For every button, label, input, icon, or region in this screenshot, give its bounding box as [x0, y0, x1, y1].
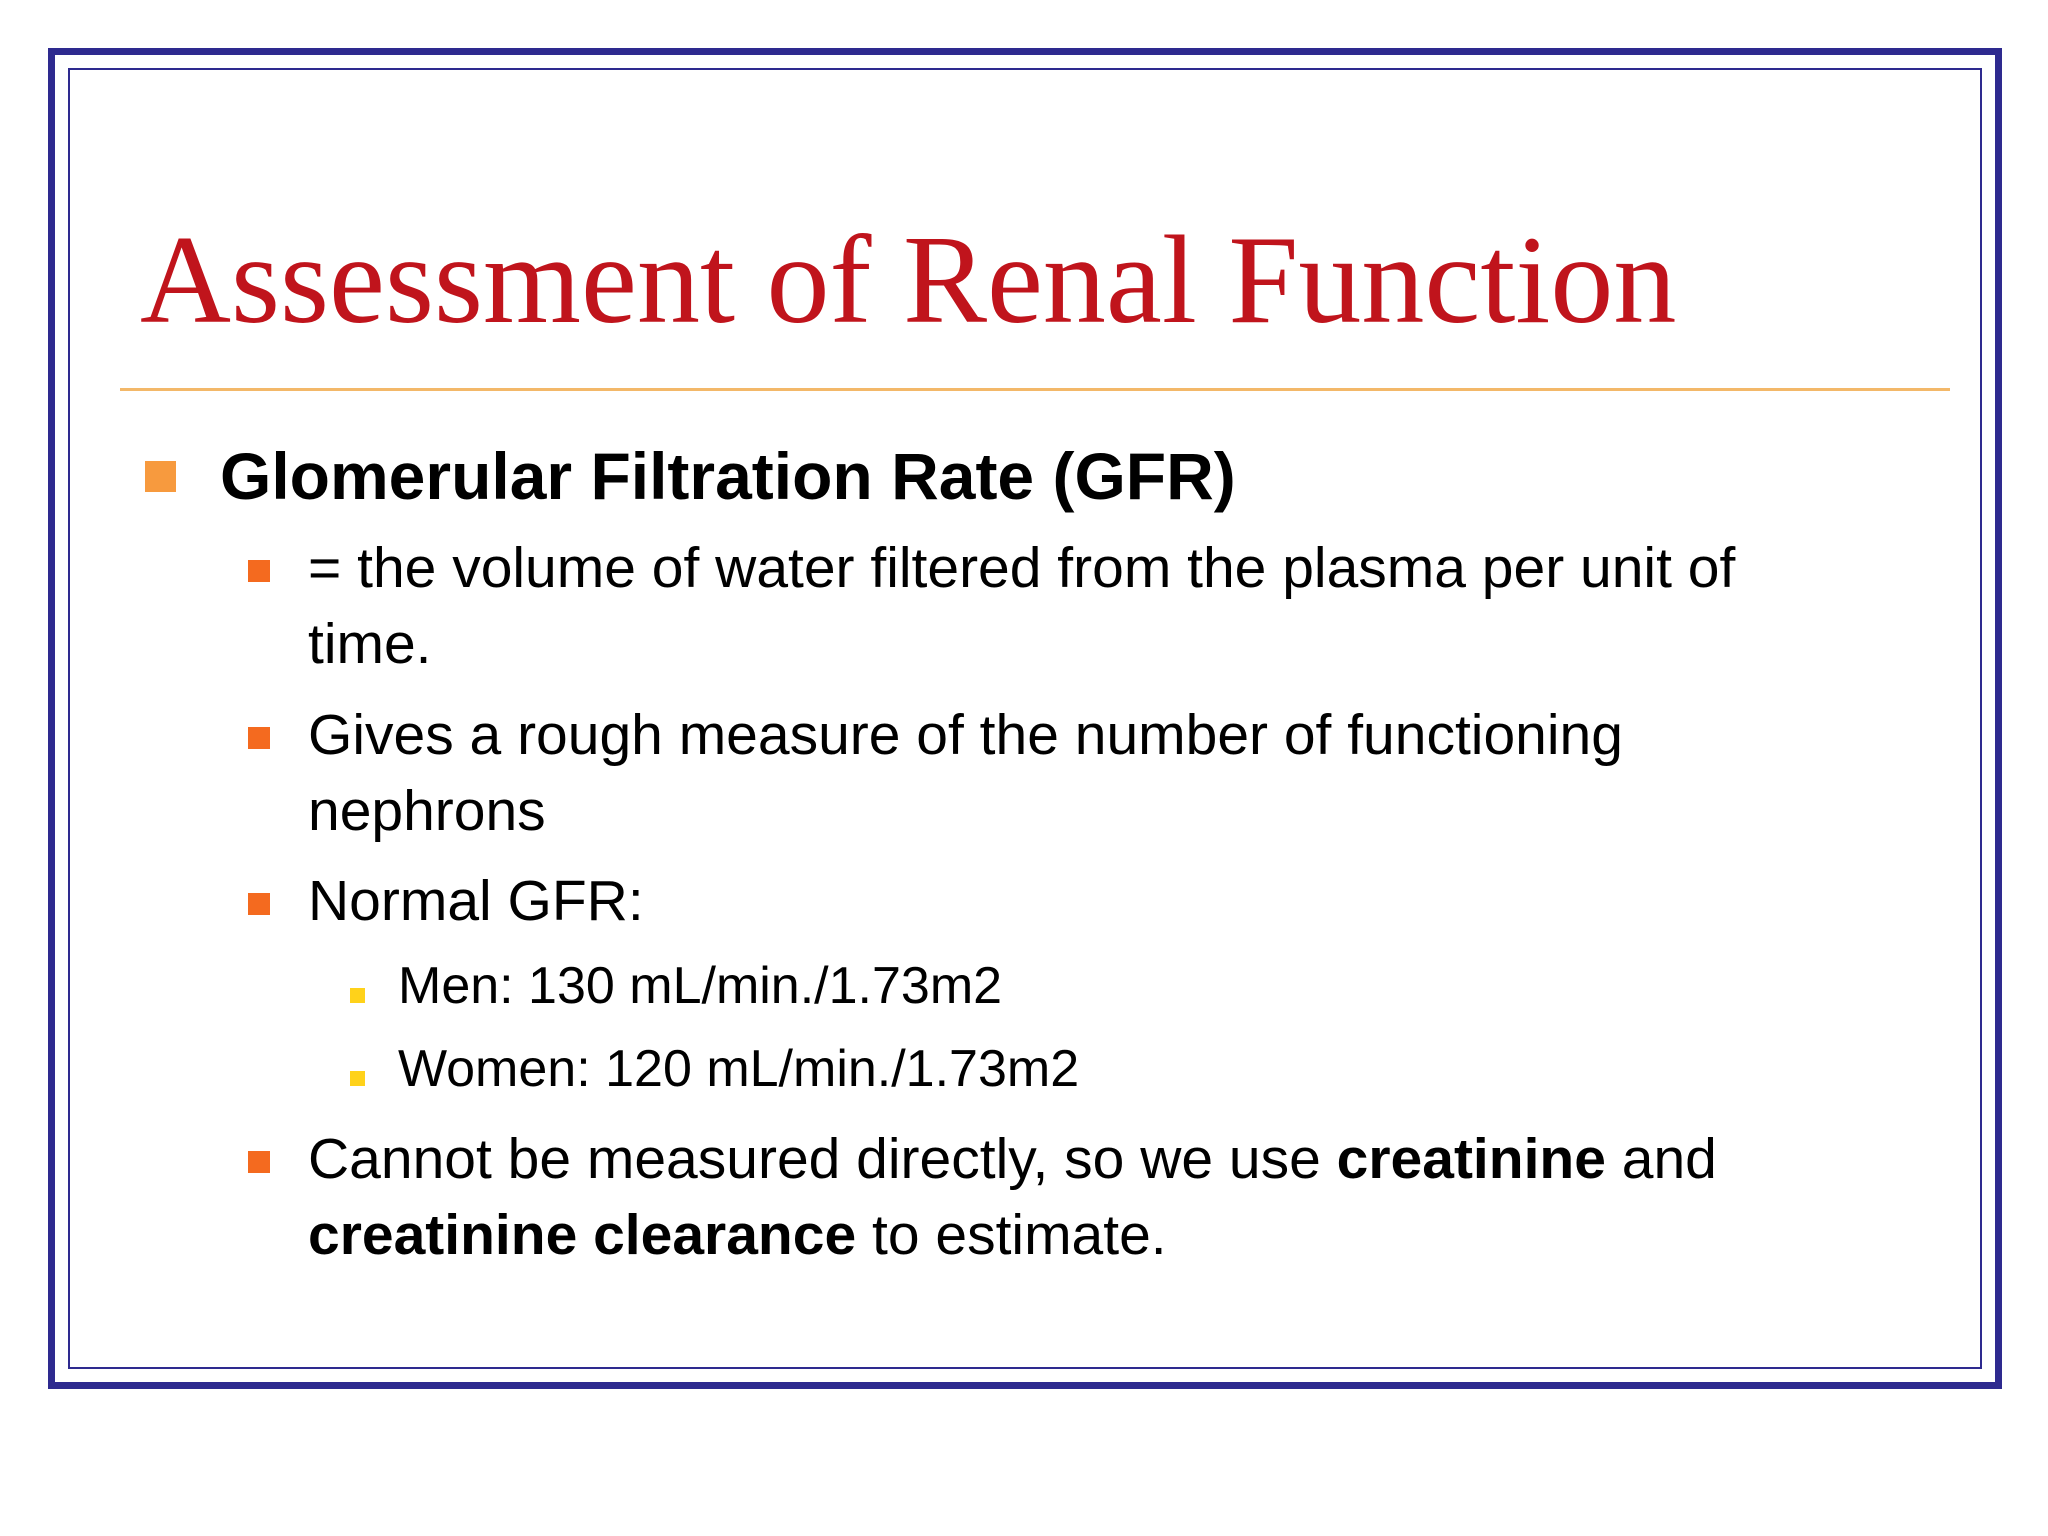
bullet-text-line-1: = the volume of water filtered from the plasma per unit of: [308, 536, 1736, 600]
subbullet-text: Men: 130 mL/min./1.73m2: [398, 957, 1003, 1015]
square-bullet-icon: [145, 461, 176, 492]
bullet-text-part: Cannot be measured directly, so we use: [308, 1127, 1337, 1191]
bullet-text: [308, 697, 1908, 849]
bullet-text-part: and: [1605, 1127, 1717, 1191]
bullet-text: Normal GFR:: [308, 869, 644, 933]
bullet-text-line-1: Gives a rough measure of the number of functioning: [308, 703, 1623, 767]
bullet-text-line-2: nephrons: [308, 779, 546, 843]
bullet-text: Glomerular Filtration Rate (GFR): [220, 439, 1236, 513]
bold-term-creatinine: creatinine: [1336, 1127, 1606, 1191]
bullet-text-line-2: time.: [308, 612, 432, 676]
bold-term-creatinine-clearance: creatinine clearance: [308, 1203, 857, 1267]
square-bullet-icon: [248, 560, 270, 582]
square-bullet-icon: [350, 988, 365, 1003]
square-bullet-icon: [248, 727, 270, 749]
bullet-text: [308, 1121, 1908, 1273]
square-bullet-icon: [350, 1071, 365, 1086]
bullet-text: [308, 530, 1908, 682]
bullet-text-part: to estimate.: [856, 1203, 1167, 1267]
square-bullet-icon: [248, 1151, 270, 1173]
slide-title: Assessment of Renal Function: [140, 211, 1677, 350]
subbullet-text: Women: 120 mL/min./1.73m2: [398, 1040, 1080, 1098]
square-bullet-icon: [248, 893, 270, 915]
